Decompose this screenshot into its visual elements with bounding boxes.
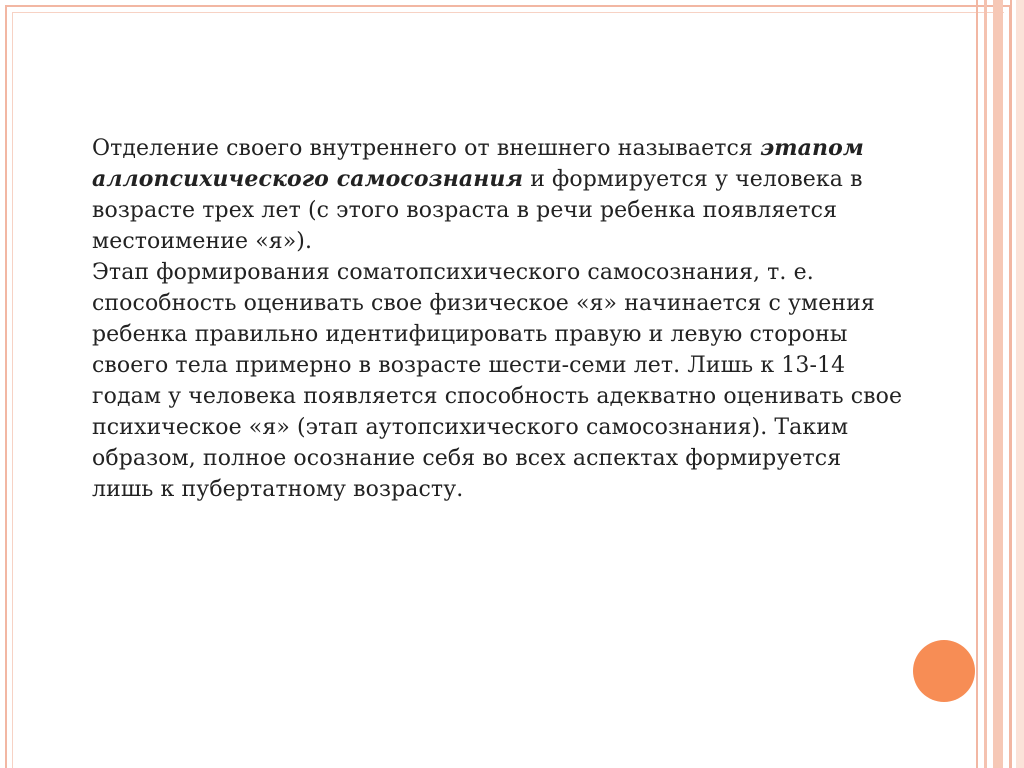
right-stripe-2 bbox=[984, 0, 987, 768]
right-stripe-1 bbox=[976, 0, 978, 768]
paragraph-2: Этап формирования соматопсихического самосознания, т. е. способность оценивать свое физическое «я» начинается с умения ребенка правильно идентифицировать правую и левую стороны своего тела примерно в возрасте шести-семи лет. Лишь к 13-14 годам у человека появляется способность адекватно оценивать свое психическое «я» (этап аутопсихического самосознания). Таким образом, полное осознание себя во всех аспектах формируется лишь к пубертатному возрасту. bbox=[92, 260, 903, 502]
paragraph-1-emphasis: этапом аллопсихического самосознания bbox=[92, 135, 864, 192]
paragraph-1-lead: Отделение своего внутреннего от внешнего называется bbox=[92, 136, 760, 161]
orange-circle-icon bbox=[913, 640, 975, 702]
right-stripe-3 bbox=[993, 0, 1003, 768]
right-stripe-4 bbox=[1010, 0, 1012, 768]
slide-body bbox=[92, 133, 904, 505]
right-stripe-5 bbox=[1016, 0, 1024, 768]
paragraph-1 bbox=[92, 133, 904, 257]
paragraph-1-rest: и формируется у человека в возрасте трех лет (с этого возраста в речи ребенка появляется местоимение «я»). bbox=[92, 167, 863, 254]
